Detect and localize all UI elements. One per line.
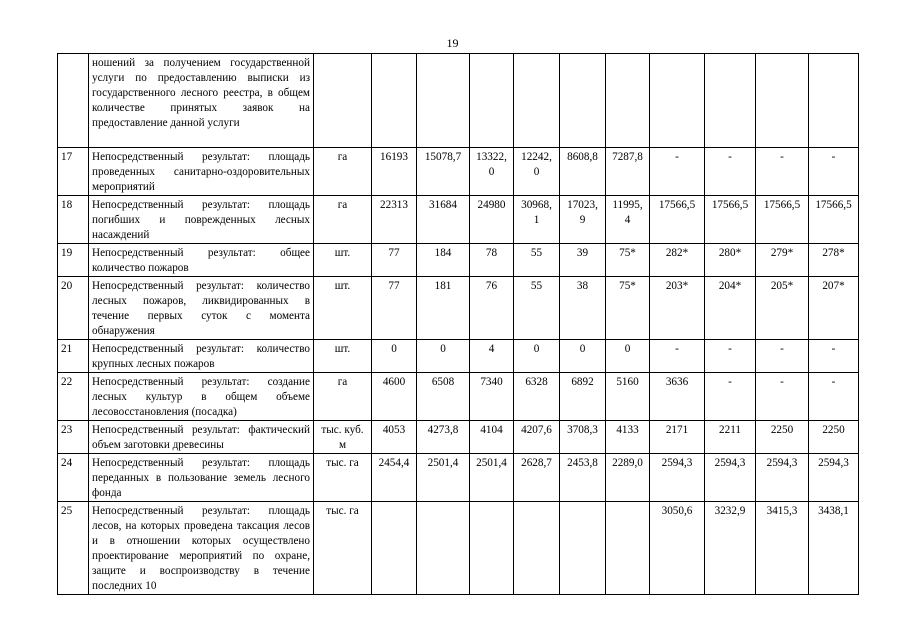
value-cell xyxy=(756,54,809,148)
value-cell: 2171 xyxy=(650,421,705,454)
value-cell: 0 xyxy=(606,340,650,373)
value-cell xyxy=(606,502,650,595)
value-cell: 280* xyxy=(705,244,756,277)
row-number-cell: 17 xyxy=(58,148,89,196)
value-cell: - xyxy=(756,148,809,196)
value-cell: 6892 xyxy=(560,373,606,421)
value-cell: 2628,7 xyxy=(514,454,560,502)
row-unit: шт. xyxy=(314,340,372,373)
value-cell: 4133 xyxy=(606,421,650,454)
value-cell: 2594,3 xyxy=(650,454,705,502)
value-cell: 0 xyxy=(514,340,560,373)
value-cell: 75* xyxy=(606,277,650,340)
value-cell: - xyxy=(650,340,705,373)
value-cell: 203* xyxy=(650,277,705,340)
value-cell: 4600 xyxy=(372,373,417,421)
value-cell: 12242, 0 xyxy=(514,148,560,196)
value-cell: 17566,5 xyxy=(650,196,705,244)
row-unit: шт. xyxy=(314,277,372,340)
row-description: Непосредственный результат: площадь проведенных санитарно-оздоровительных мероприятий xyxy=(89,148,314,196)
value-cell: 17566,5 xyxy=(705,196,756,244)
value-cell: - xyxy=(705,340,756,373)
value-cell: 204* xyxy=(705,277,756,340)
value-cell: 0 xyxy=(560,340,606,373)
value-cell xyxy=(560,54,606,148)
table-row xyxy=(58,421,859,454)
value-cell: 76 xyxy=(470,277,514,340)
table-row-continuation xyxy=(58,54,859,148)
value-cell xyxy=(470,502,514,595)
table-row xyxy=(58,244,859,277)
value-cell: 0 xyxy=(417,340,470,373)
row-unit: тыс. куб. м xyxy=(314,421,372,454)
value-cell: 4207,6 xyxy=(514,421,560,454)
table-row xyxy=(58,502,859,595)
row-number-cell: 24 xyxy=(58,454,89,502)
row-number-cell: 22 xyxy=(58,373,89,421)
row-unit xyxy=(314,54,372,148)
row-unit: тыс. га xyxy=(314,502,372,595)
value-cell: 3708,3 xyxy=(560,421,606,454)
value-cell xyxy=(560,502,606,595)
value-cell xyxy=(470,54,514,148)
value-cell: 3050,6 xyxy=(650,502,705,595)
row-unit: шт. xyxy=(314,244,372,277)
value-cell: 2501,4 xyxy=(417,454,470,502)
table-row xyxy=(58,277,859,340)
value-cell xyxy=(514,502,560,595)
value-cell xyxy=(705,54,756,148)
value-cell: 6328 xyxy=(514,373,560,421)
value-cell: 2594,3 xyxy=(756,454,809,502)
value-cell: 77 xyxy=(372,277,417,340)
value-cell: 17023, 9 xyxy=(560,196,606,244)
value-cell: 282* xyxy=(650,244,705,277)
value-cell: 0 xyxy=(372,340,417,373)
value-cell: - xyxy=(809,148,859,196)
value-cell: 3232,9 xyxy=(705,502,756,595)
value-cell: 4273,8 xyxy=(417,421,470,454)
row-description: Непосредственный результат: количество лесных пожаров, ликвидированных в течение первых суток с момента обнаружения xyxy=(89,277,314,340)
value-cell: 2594,3 xyxy=(809,454,859,502)
row-description: Непосредственный результат: фактический объем заготовки древесины xyxy=(89,421,314,454)
value-cell: 184 xyxy=(417,244,470,277)
value-cell: - xyxy=(756,340,809,373)
value-cell: - xyxy=(705,148,756,196)
value-cell: - xyxy=(809,373,859,421)
value-cell: 207* xyxy=(809,277,859,340)
value-cell: 13322, 0 xyxy=(470,148,514,196)
value-cell xyxy=(417,54,470,148)
value-cell xyxy=(372,502,417,595)
value-cell: 2250 xyxy=(756,421,809,454)
value-cell: 3438,1 xyxy=(809,502,859,595)
page-number: 19 xyxy=(446,36,459,50)
value-cell xyxy=(372,54,417,148)
value-cell: 2211 xyxy=(705,421,756,454)
value-cell: 8608,8 xyxy=(560,148,606,196)
value-cell: 2250 xyxy=(809,421,859,454)
row-unit: га xyxy=(314,373,372,421)
table-row xyxy=(58,373,859,421)
value-cell: 2454,4 xyxy=(372,454,417,502)
value-cell: 2501,4 xyxy=(470,454,514,502)
value-cell: 5160 xyxy=(606,373,650,421)
row-unit: га xyxy=(314,196,372,244)
value-cell: 6508 xyxy=(417,373,470,421)
value-cell: 4104 xyxy=(470,421,514,454)
value-cell: 181 xyxy=(417,277,470,340)
value-cell xyxy=(514,54,560,148)
indicators-table xyxy=(57,53,859,595)
value-cell: 3636 xyxy=(650,373,705,421)
value-cell: 55 xyxy=(514,244,560,277)
value-cell: 39 xyxy=(560,244,606,277)
value-cell: 77 xyxy=(372,244,417,277)
value-cell: 7340 xyxy=(470,373,514,421)
value-cell xyxy=(650,54,705,148)
row-unit: тыс. га xyxy=(314,454,372,502)
table-row xyxy=(58,454,859,502)
row-number-cell: 18 xyxy=(58,196,89,244)
row-number-cell: 19 xyxy=(58,244,89,277)
value-cell: 30968, 1 xyxy=(514,196,560,244)
value-cell: - xyxy=(756,373,809,421)
value-cell xyxy=(606,54,650,148)
row-description: Непосредственный результат: площадь переданных в пользование земель лесного фонда xyxy=(89,454,314,502)
table-row xyxy=(58,196,859,244)
row-description: ношений за получением государственной услуги по предоставлению выписки из государственного лесного реестра, в общем количестве принятых заявок на предоставление данной услуги xyxy=(89,54,314,148)
table-row xyxy=(58,148,859,196)
row-description: Непосредственный результат: общее количество пожаров xyxy=(89,244,314,277)
value-cell: 17566,5 xyxy=(756,196,809,244)
value-cell: 279* xyxy=(756,244,809,277)
value-cell: - xyxy=(809,340,859,373)
value-cell: 2289,0 xyxy=(606,454,650,502)
value-cell: 24980 xyxy=(470,196,514,244)
value-cell: 2453,8 xyxy=(560,454,606,502)
value-cell: 7287,8 xyxy=(606,148,650,196)
value-cell: 78 xyxy=(470,244,514,277)
row-number-cell: 25 xyxy=(58,502,89,595)
row-unit: га xyxy=(314,148,372,196)
value-cell: 3415,3 xyxy=(756,502,809,595)
value-cell: 205* xyxy=(756,277,809,340)
value-cell: - xyxy=(650,148,705,196)
value-cell: 15078,7 xyxy=(417,148,470,196)
value-cell: 22313 xyxy=(372,196,417,244)
row-number-cell: 23 xyxy=(58,421,89,454)
value-cell: 11995, 4 xyxy=(606,196,650,244)
value-cell: 38 xyxy=(560,277,606,340)
row-description: Непосредственный результат: создание лесных культур в общем объеме лесовосстановления (посадка) xyxy=(89,373,314,421)
row-number-cell xyxy=(58,54,89,148)
value-cell: 75* xyxy=(606,244,650,277)
value-cell: 16193 xyxy=(372,148,417,196)
value-cell xyxy=(809,54,859,148)
value-cell: 17566,5 xyxy=(809,196,859,244)
value-cell: 31684 xyxy=(417,196,470,244)
row-number-cell: 21 xyxy=(58,340,89,373)
table-row xyxy=(58,340,859,373)
row-description: Непосредственный результат: площадь лесов, на которых проведена таксация лесов и в отношении которых осуществлено проектирование мероприятий по охране, защите и воспроизводству в течение последних 10 xyxy=(89,502,314,595)
value-cell: 4 xyxy=(470,340,514,373)
row-description: Непосредственный результат: количество крупных лесных пожаров xyxy=(89,340,314,373)
value-cell: - xyxy=(705,373,756,421)
value-cell: 2594,3 xyxy=(705,454,756,502)
value-cell: 278* xyxy=(809,244,859,277)
value-cell: 55 xyxy=(514,277,560,340)
value-cell xyxy=(417,502,470,595)
value-cell: 4053 xyxy=(372,421,417,454)
row-description: Непосредственный результат: площадь погибших и поврежденных лесных насаждений xyxy=(89,196,314,244)
row-number-cell: 20 xyxy=(58,277,89,340)
